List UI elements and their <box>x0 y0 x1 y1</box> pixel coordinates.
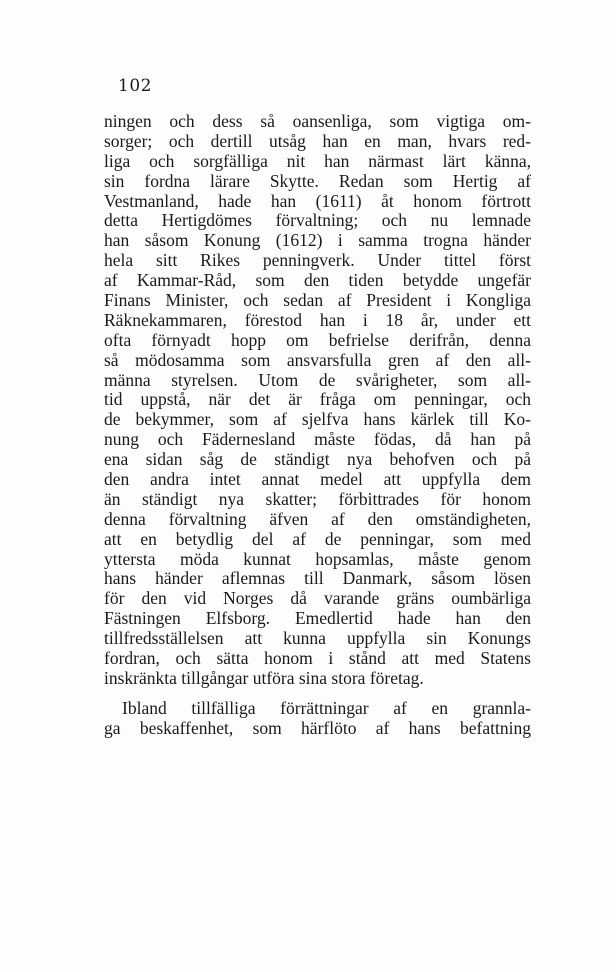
text-line: Vestmanland, hade han (1611) åt honom förtrott <box>104 190 531 211</box>
text-line: ningen och dess så oansenliga, som vigtiga om- <box>104 111 531 131</box>
text-line: så mödosamma som ansvarsfulla gren af den all- <box>104 349 531 370</box>
text-line: Fästningen Elfsborg. Emedlertid hade han den <box>104 608 531 629</box>
text-line: sorger; och dertill utsåg han en man, hvars red- <box>104 130 531 151</box>
text-line: fordran, och sätta honom i stånd att med Statens <box>104 648 531 669</box>
text-line: att en betydlig del af de penningar, som med <box>104 528 531 549</box>
text-line: han såsom Konung (1612) i samma trogna händer <box>104 230 531 251</box>
text-line: den andra intet annat medel att uppfylla dem <box>104 469 531 490</box>
text-line: yttersta möda kunnat hopsamlas, måste genom <box>104 548 531 569</box>
text-line: Finans Minister, och sedan af President i Kongliga <box>104 290 531 311</box>
text-line: nung och Fädernesland måste födas, då han på <box>104 429 531 450</box>
text-line: hela sitt Rikes penningverk. Under tittel först <box>104 250 531 271</box>
text-line: Ibland tillfälliga förrättningar af en grannla- <box>122 697 531 718</box>
text-line: inskränkta tillgångar utföra sina stora företag. <box>104 667 424 688</box>
text-line: hans händer aflemnas till Danmark, såsom lösen <box>104 568 531 589</box>
paragraph <box>104 699 531 739</box>
text-line: Räknekammaren, förestod han i 18 år, under ett <box>104 309 531 330</box>
body-text <box>104 112 531 739</box>
text-line: männa styrelsen. Utom de svårigheter, som all- <box>104 369 531 390</box>
text-line: detta Hertigdömes förvaltning; och nu lemnade <box>104 210 531 231</box>
page-number: 102 <box>118 76 152 96</box>
text-line: ga beskaffenhet, som härflöto af hans befattning <box>104 717 531 738</box>
text-line: af Kammar-Råd, som den tiden betydde ungefär <box>104 270 531 291</box>
text-line: ena sidan såg de ständigt nya behofven och på <box>104 449 531 470</box>
text-line: ofta förnyadt hopp om befrielse derifrån, denna <box>104 329 531 350</box>
text-line: de bekymmer, som af sjelfva hans kärlek till Ko- <box>104 409 531 430</box>
text-line: tid uppstå, när det är fråga om penningar, och <box>104 389 531 410</box>
text-line: för den vid Norges då varande gräns oumbärliga <box>104 588 531 609</box>
text-line: tillfredsställelsen att kunna uppfylla sin Konungs <box>104 628 531 649</box>
text-line: sin fordna lärare Skytte. Redan som Hertig af <box>104 170 531 191</box>
text-line: än ständigt nya skatter; förbittrades för honom <box>104 488 531 509</box>
paragraph <box>104 112 531 689</box>
text-line: denna förvaltning äfven af den omständigheten, <box>104 508 531 529</box>
text-line: liga och sorgfälliga nit han närmast lärt känna, <box>104 150 531 171</box>
